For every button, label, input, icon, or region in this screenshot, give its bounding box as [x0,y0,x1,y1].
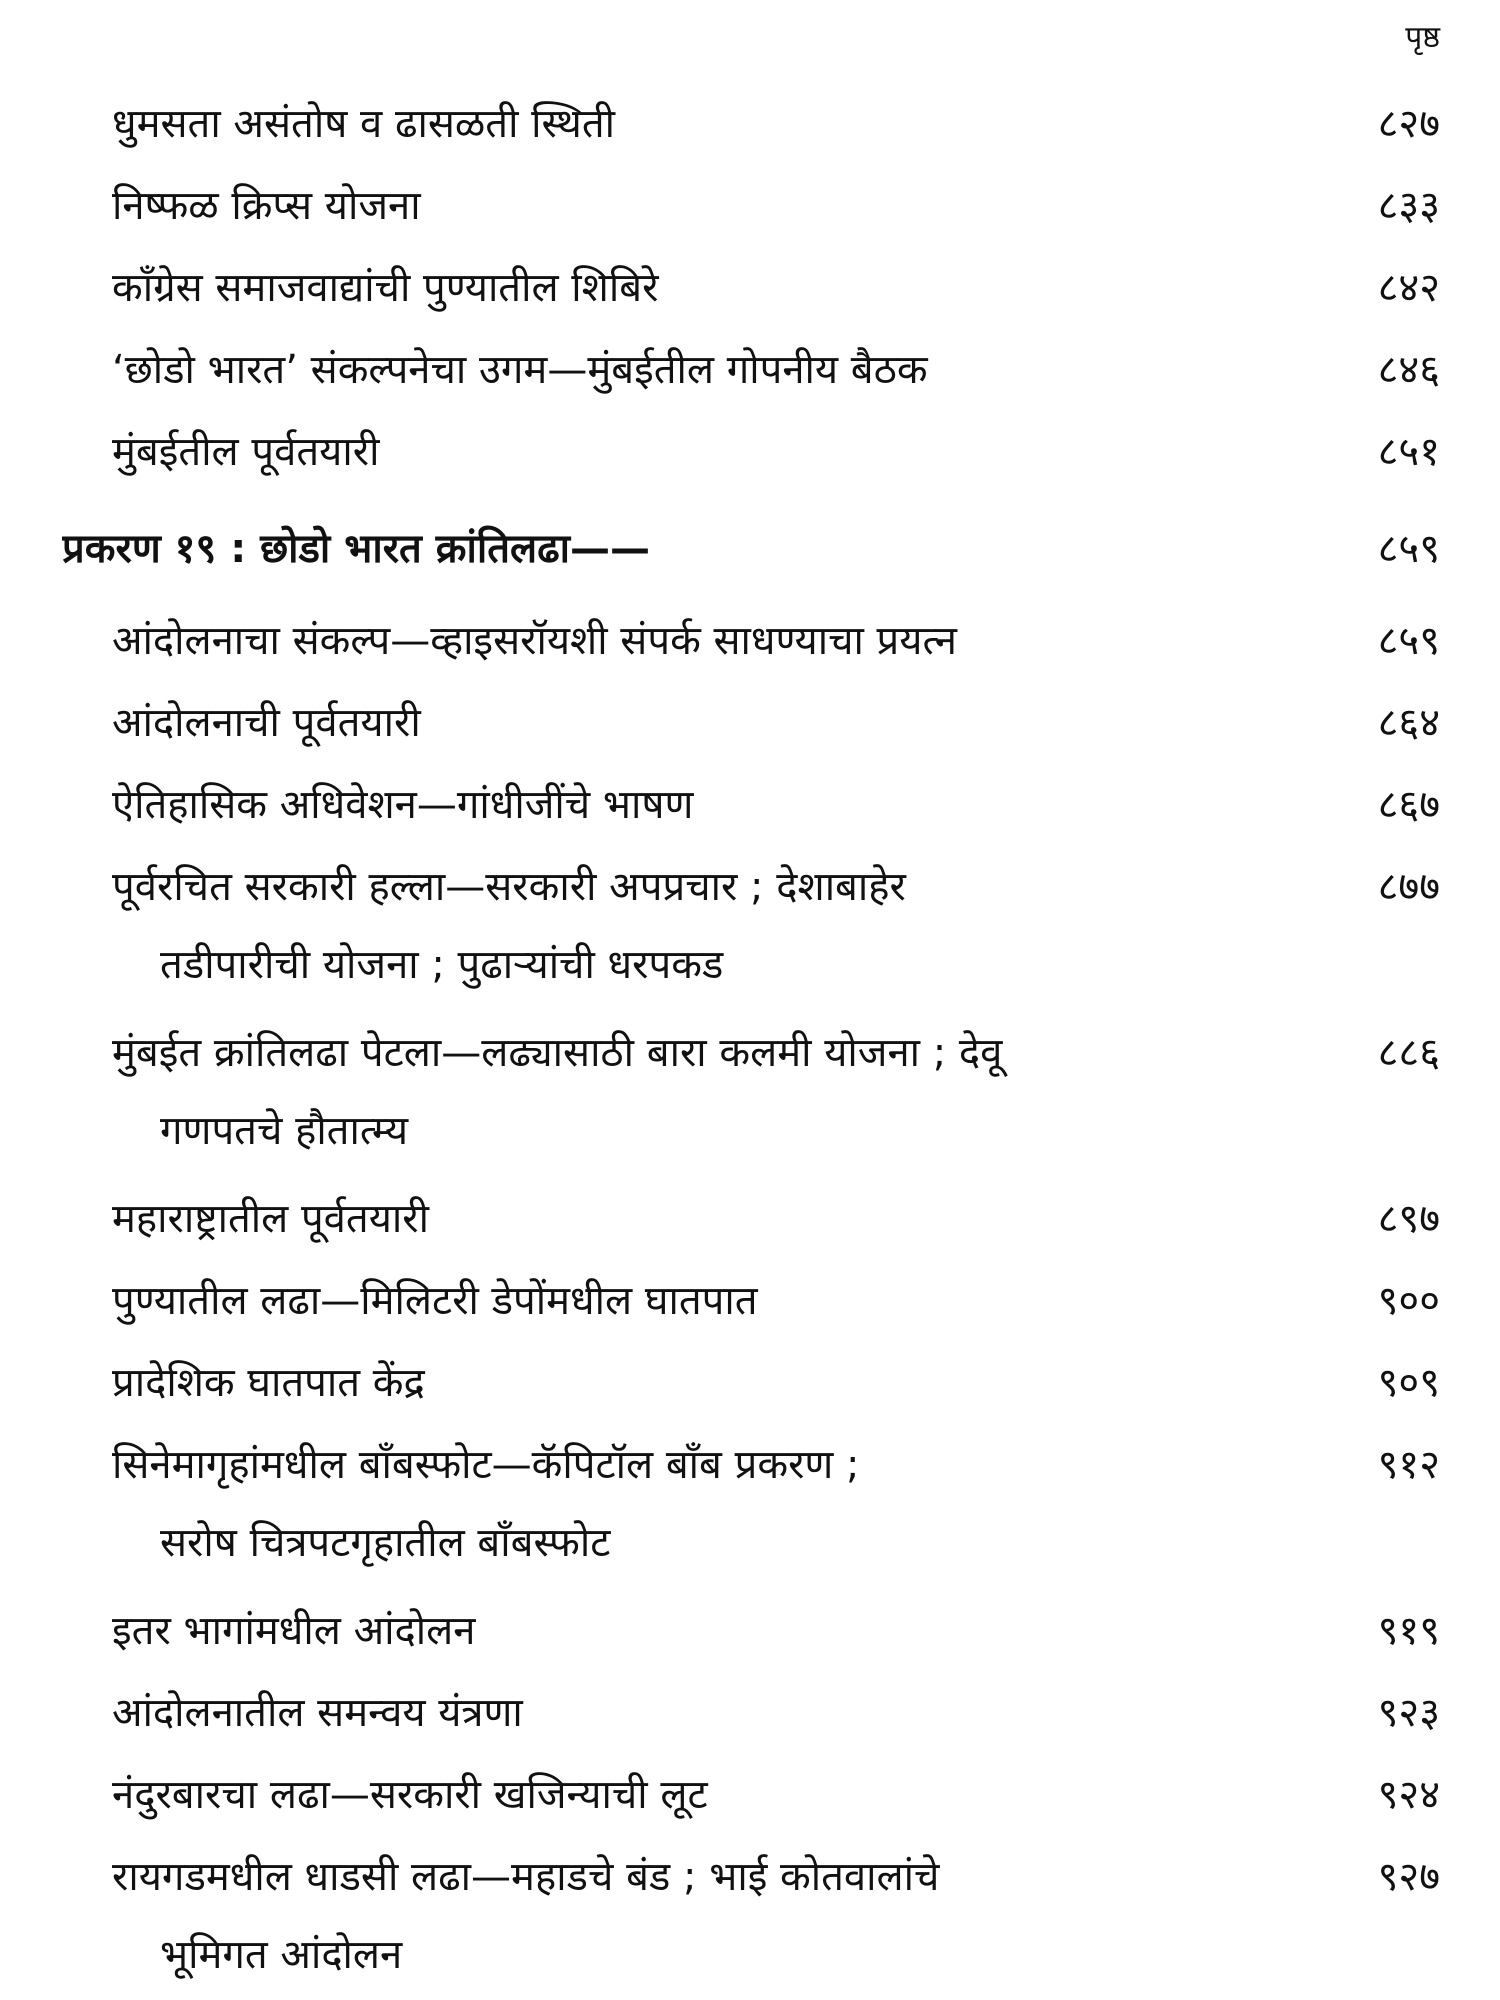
entry-title-continuation: सरोष चित्रपटगृहातील बाँबस्फोट [160,1520,611,1566]
entry-title: आंदोलनाचा संकल्प—व्हाइसरॉयशी संपर्क साधण्याचा प्रयत्न [112,618,957,664]
entry-title [112,1014,1282,1170]
entry-page-number: ८४२ [1377,265,1440,311]
entry-title: ऐतिहासिक अधिवेशन—गांधीजींचे भाषण [112,782,694,828]
entry-title-line: मुंबईत क्रांतिलढा पेटला—लढ्यासाठी बारा कलमी योजना ; देवू [112,1030,1003,1076]
entry-title: पुण्यातील लढा—मिलिटरी डेपोंमधील घातपात [112,1278,758,1324]
entry-page-number: ९०० [1377,1278,1440,1324]
entry-title: काँग्रेस समाजवाद्यांची पुण्यातील शिबिरे [112,265,659,311]
entry-title-continuation: तडीपारीची योजना ; पुढाऱ्यांची धरपकड [160,942,724,988]
entry-title: आंदोलनातील समन्वय यंत्रणा [112,1690,523,1736]
entry-page-number: ८२७ [1377,101,1440,147]
entry-title: प्रादेशिक घातपात केंद्र [112,1360,425,1406]
entry-title-line: पूर्वरचित सरकारी हल्ला—सरकारी अपप्रचार ; देशाबाहेर [112,864,906,910]
entry-title: इतर भागांमधील आंदोलन [112,1608,476,1654]
entry-title: मुंबईतील पूर्वतयारी [112,429,380,475]
entry-page-number: ९२३ [1377,1690,1440,1736]
entry-title-line: सिनेमागृहांमधील बाँबस्फोट—कॅपिटॉल बाँब प्रकरण ; [112,1442,860,1488]
entry-page-number: ८८६ [1377,1030,1440,1076]
entry-title [112,1426,1282,1582]
entry-page-number: ८५१ [1377,429,1440,475]
entry-page-number: ८६४ [1377,700,1440,746]
entry-page-number: ९१२ [1377,1442,1440,1488]
entry-title [112,1838,1282,1994]
entry-title: धुमसता असंतोष व ढासळती स्थिती [112,101,616,147]
entry-title [112,848,1282,1004]
entry-page-number: ८५९ [1377,618,1440,664]
entry-title-line: रायगडमधील धाडसी लढा—महाडचे बंड ; भाई कोतवालांचे [112,1854,940,1900]
entry-title-continuation: भूमिगत आंदोलन [160,1932,403,1978]
entry-title: नंदुरबारचा लढा—सरकारी खजिन्याची लूट [112,1772,708,1818]
entry-title: आंदोलनाची पूर्वतयारी [112,700,421,746]
entry-page-number: ९२४ [1377,1772,1440,1818]
entry-page-number: ८५९ [1377,526,1440,572]
entry-page-number: ८४६ [1377,347,1440,393]
entry-page-number: ९१९ [1377,1608,1440,1654]
entry-title-continuation: गणपतचे हौतात्म्य [160,1108,409,1154]
entry-page-number: ९२७ [1377,1854,1440,1900]
page-column-label: पृष्ठ [1405,20,1440,55]
entry-page-number: ९०९ [1377,1360,1440,1406]
entry-page-number: ८९७ [1377,1196,1440,1242]
entry-page-number: ८६७ [1377,782,1440,828]
entry-title: ‘छोडो भारत’ संकल्पनेचा उगम—मुंबईतील गोपनीय बैठक [112,347,928,393]
entry-page-number: ८३३ [1377,183,1440,229]
entry-title: निष्फळ क्रिप्स योजना [112,183,421,229]
entry-page-number: ८७७ [1377,864,1440,910]
chapter-title: प्रकरण १९ : छोडो भारत क्रांतिलढा—— [62,526,651,572]
entry-title: महाराष्ट्रातील पूर्वतयारी [112,1196,429,1242]
